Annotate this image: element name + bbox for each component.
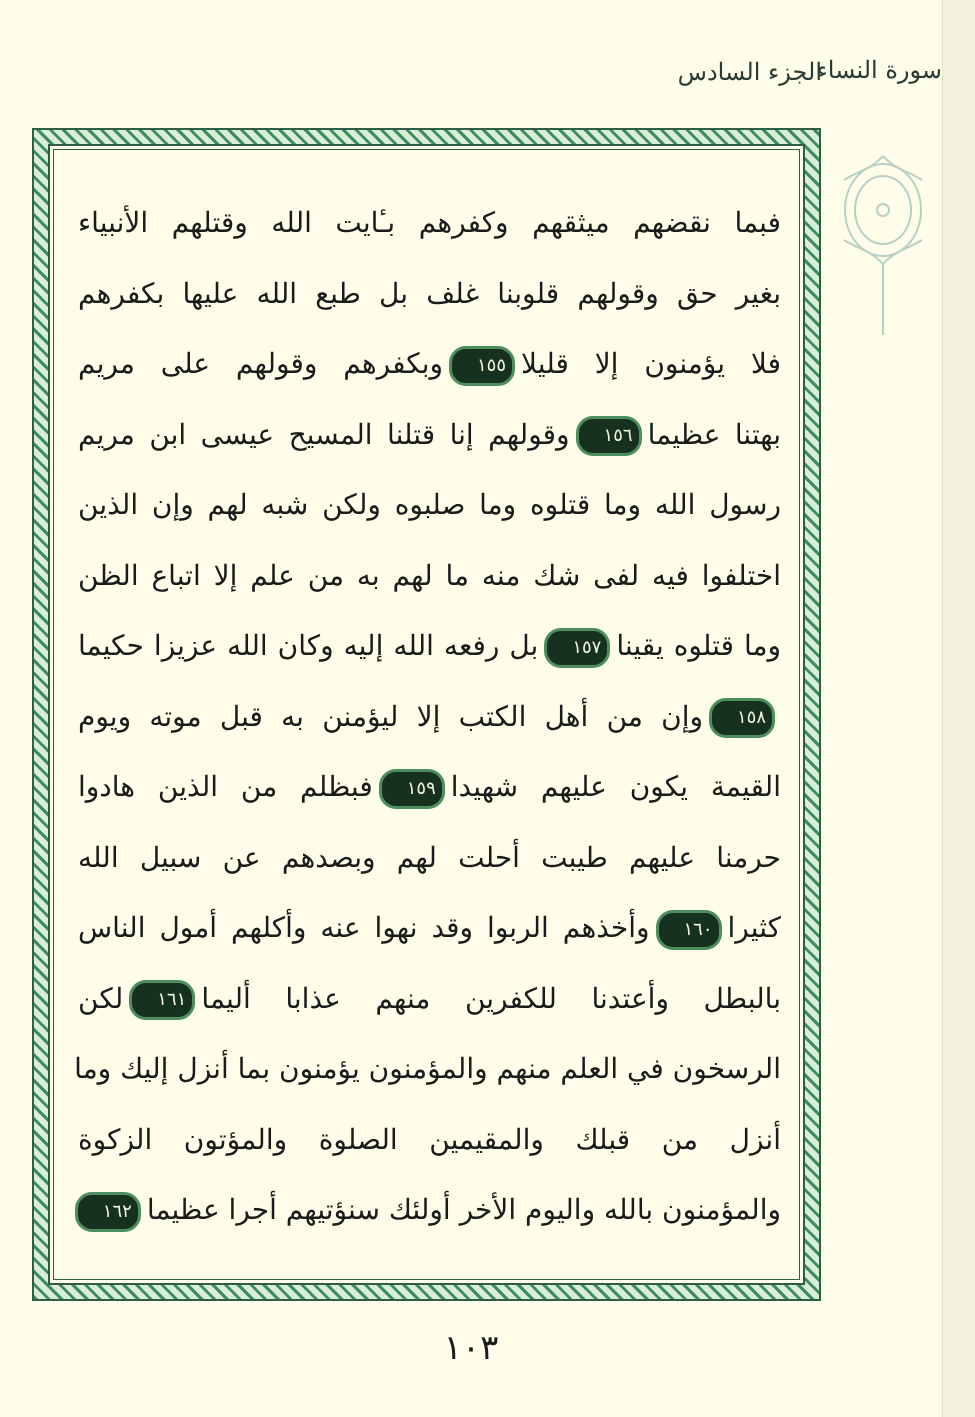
- verse-line: [78, 400, 781, 471]
- verse-text: وما قتلوه يقينا: [616, 629, 781, 662]
- verse-text: بالبطل وأعتدنا للكفرين منهم عذابا أليما: [201, 981, 781, 1015]
- ayah-number-marker: ١٦٢: [75, 1192, 141, 1232]
- surah-title: سورة النساء: [816, 56, 942, 84]
- verse-line: [78, 541, 781, 612]
- verse-text: حرمنا عليهم طيبت أحلت لهم وبصدهم عن سبيل الله: [78, 840, 781, 874]
- juz-title: الجزء السادس: [677, 58, 822, 86]
- ayah-number-marker: ١٥٦: [576, 416, 642, 456]
- verse-line: [78, 1175, 781, 1246]
- verse-line: [78, 470, 781, 541]
- text-panel: [48, 144, 805, 1285]
- ayah-number-marker: ١٥٧: [544, 628, 610, 668]
- verse-text-block: [74, 188, 782, 1246]
- verse-text: لكن: [78, 981, 124, 1015]
- verse-line: [78, 259, 781, 330]
- page-number: ١٠٣: [443, 1328, 499, 1368]
- verse-text: كثيرا: [727, 911, 781, 944]
- verse-text: والمؤمنون بالله واليوم الأخر أولئك سنؤتيهم أجرا عظيما: [146, 1193, 781, 1226]
- verse-text: بل رفعه الله إليه وكان الله عزيزا حكيما: [78, 629, 539, 662]
- verse-line: [78, 1105, 781, 1176]
- verse-text: بغير حق وقولهم قلوبنا غلف بل طبع الله عليها بكفرهم: [78, 276, 781, 310]
- verse-text: رسول الله وما قتلوه وما صلبوه ولكن شبه لهم وإن الذين: [78, 488, 781, 521]
- verse-text: القيمة يكون عليهم شهيدا: [450, 770, 781, 803]
- ayah-number-marker: ١٥٥: [449, 346, 515, 386]
- verse-line: [78, 823, 781, 894]
- ayah-number-marker: ١٦٠: [656, 910, 722, 950]
- verse-line: [78, 893, 781, 964]
- margin-ornament-icon: [836, 150, 930, 340]
- verse-text: وبكفرهم وقولهم على مريم: [78, 347, 444, 380]
- ayah-number-marker: ١٥٩: [379, 769, 445, 809]
- verse-line: [78, 329, 781, 400]
- verse-line: [78, 611, 781, 682]
- verse-text: فلا يؤمنون إلا قليلا: [521, 347, 782, 380]
- page-edge: [942, 0, 975, 1417]
- ayah-number-marker: ١٦١: [129, 980, 195, 1020]
- verse-text: أنزل من قبلك والمقيمين الصلوة والمؤتون الزكوة: [78, 1122, 781, 1156]
- verse-line: [78, 682, 781, 753]
- verse-line: [78, 964, 781, 1035]
- verse-text: فبظلم من الذين هادوا: [78, 770, 373, 803]
- verse-text: وأخذهم الربوا وقد نهوا عنه وأكلهم أمول الناس: [78, 911, 650, 944]
- verse-text: الرسخون في العلم منهم والمؤمنون يؤمنون بما أنزل إليك وما: [74, 1052, 781, 1085]
- verse-text: وقولهم إنا قتلنا المسيح عيسى ابن مريم: [78, 417, 570, 451]
- verse-line: [74, 1034, 781, 1105]
- ayah-number-marker: ١٥٨: [709, 698, 775, 738]
- decorative-frame: [32, 128, 821, 1301]
- verse-text: اختلفوا فيه لفى شك منه ما لهم به من علم إلا اتباع الظن: [78, 558, 781, 592]
- verse-text: وإن من أهل الكتب إلا ليؤمنن به قبل موته ويوم: [78, 699, 703, 733]
- verse-text: فبما نقضهم ميثقهم وكفرهم بـٔايت الله وقتلهم الأنبياء: [78, 206, 781, 239]
- verse-text: بهتنا عظيما: [647, 417, 781, 451]
- verse-line: [78, 752, 781, 823]
- page-header: [0, 48, 942, 98]
- verse-line: [78, 188, 781, 259]
